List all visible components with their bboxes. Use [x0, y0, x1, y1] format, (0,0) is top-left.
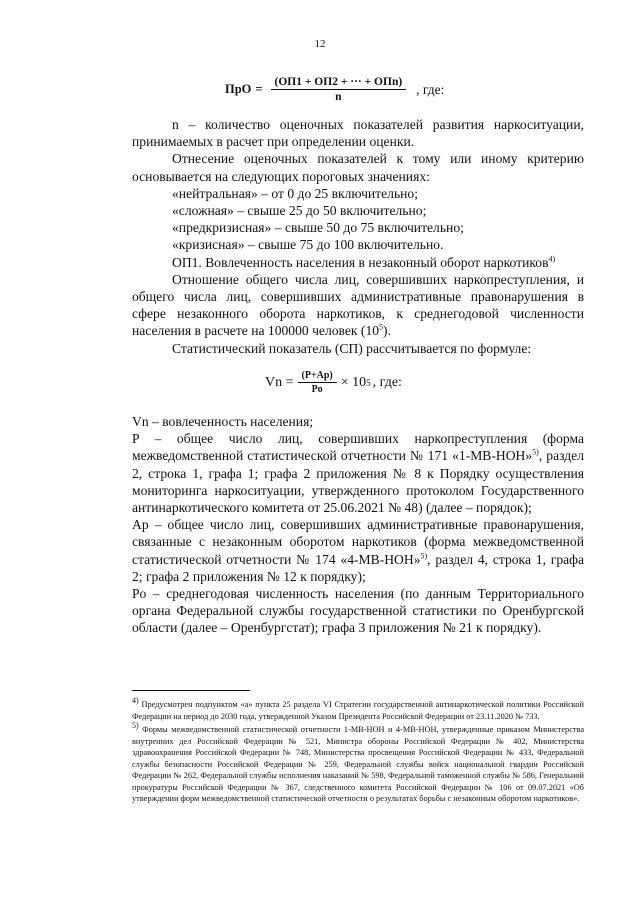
formula-pro	[225, 76, 444, 103]
definition-ap-start: Ap – общее число лиц, совершивших административные правонарушения, связанные с незаконным оборотом наркотиков (форма межведомственной статистической отчетности № 174 «4-МВ-НОН»	[132, 517, 584, 567]
threshold-crisis: «кризисная» – свыше 75 до 100 включительно.	[172, 237, 444, 253]
footnote-ref-5b: 5)	[420, 551, 428, 561]
formula-pro-equals: =	[255, 82, 263, 96]
formula-vn: Vn = $\frac{(P+Ap)}{Po}$ × 10 5 , где:	[265, 370, 402, 395]
footnote-4-text: Предусмотрен подпунктом «а» пункта 25 раздела VI Стратегии государственной антинаркотической политики Российской Федерации на период до 2030 года, утвержденной Указом Президента Российской Федерации от 23.11.2020 № 733.	[132, 700, 584, 721]
formula-vn-numerator: (P+Ap)	[298, 370, 337, 383]
paragraph-ratio-text: Отношение общего числа лиц, совершивших наркопреступления, и общего числа лиц, совершивших административные правонарушения в сфере незаконного оборота наркотиков, к среднегодовой численности населения в расчете на 100000 человек (10	[132, 271, 584, 339]
paragraph-n-definition: n – количество оценочных показателей развития наркоситуации, принимаемых в расчет при определении оценки.	[132, 117, 584, 150]
formula-vn-lhs: Vn =	[265, 374, 294, 390]
definition-po: Po – среднегодовая численность населения (по данным Территориального органа Федеральной службы государственной статистики по Оренбургской области (далее – Оренбургстат); графа 3 приложения № 21 к порядку).	[132, 586, 584, 636]
definition-p-start: P – общее число лиц, совершивших наркопреступления (форма межведомственной статистической отчетности № 171 «1-МВ-НОН»	[132, 431, 584, 464]
definition-vn: Vn – вовлеченность населения;	[132, 414, 314, 429]
definition-ap-end: , раздел 4, строка 1, графа 2; графа 2 приложения № 12 к порядку);	[132, 551, 585, 584]
formula-vn-fraction	[298, 370, 337, 395]
formula-pro-lhs: ПрО	[225, 82, 252, 96]
footnote-ref-4: 4)	[548, 254, 556, 264]
definition-p	[132, 430, 584, 516]
formula-pro-numerator: (ОП1 + ОП2 + ··· + ОПn)	[271, 76, 407, 90]
page-number: 12	[314, 38, 326, 50]
formula-pro-suffix: , где:	[416, 81, 445, 97]
paragraph-thresholds-intro: Отнесение оценочных показателей к тому или иному критерию основывается на следующих пороговых значениях:	[132, 151, 584, 184]
paragraph-ratio-end: ).	[383, 323, 391, 339]
footnote-4-mark: 4)	[132, 696, 139, 706]
paragraph-ratio	[132, 271, 584, 340]
formula-vn-times: × 10	[340, 374, 367, 390]
footnote-5-mark: 5)	[132, 721, 139, 731]
footnote-ref-5a: 5)	[532, 447, 539, 457]
paragraph-formula-intro: Статистический показатель (СП) рассчитывается по формуле:	[172, 340, 532, 356]
formula-vn-suffix: , где:	[372, 374, 402, 390]
footnote-4	[132, 696, 584, 722]
threshold-neutral: «нейтральная» – от 0 до 25 включительно;	[172, 185, 418, 201]
definition-p-end: , раздел 2, строка 1, графа 1; графа 2 приложения № 8 к Порядку осуществления мониторинга наркоситуации, утвержденного протоколом Государственного антинаркотического комитета от 25.06.2021 № 48) (далее – порядок);	[132, 448, 584, 516]
footnote-5-text: Формы межведомственной статистической отчетности 1-МВ-НОН и 4-МВ-НОН, утвержденные приказом Министерства внутренних дел Российской Федерации № 521, Министра обороны Российской Федерации № 402, Министерства здравоохранения Российской Федерации № 748, Министерства просвещения Российской Федерации № 433, Федеральной службы безопасности Российской Федерации № 259, Федеральной службы войск национальной гвардии Российской Федерации № 262, Федеральной службы исполнения наказаний № 598, Федеральной таможенной службы № 586, Генеральной прокуратуры Российской Федерации № 367, следственного комитета Российской Федерации № 106 от 09.07.2021 «Об утверждении форм межведомственной статистической отчетности о результатах борьбы с незаконным оборотом наркотиков».	[132, 725, 584, 803]
power-5: 5	[379, 322, 384, 332]
body-text-bottom	[132, 413, 584, 637]
heading-op1	[132, 254, 584, 271]
formula-pro-denominator: n	[335, 91, 342, 103]
footnote-separator	[132, 690, 250, 691]
footnote-5	[132, 721, 584, 805]
definition-ap	[132, 516, 584, 585]
body-text-top	[132, 116, 584, 357]
footnotes	[132, 696, 584, 807]
threshold-complex: «сложная» – свыше 25 до 50 включительно;	[172, 203, 427, 219]
formula-pro-fraction	[271, 76, 407, 103]
heading-op1-text: ОП1. Вовлеченность населения в незаконный оборот наркотиков	[172, 254, 549, 270]
formula-vn-denominator: Po	[311, 384, 323, 395]
threshold-precrisis: «предкризисная» – свыше 50 до 75 включительно;	[172, 220, 464, 236]
